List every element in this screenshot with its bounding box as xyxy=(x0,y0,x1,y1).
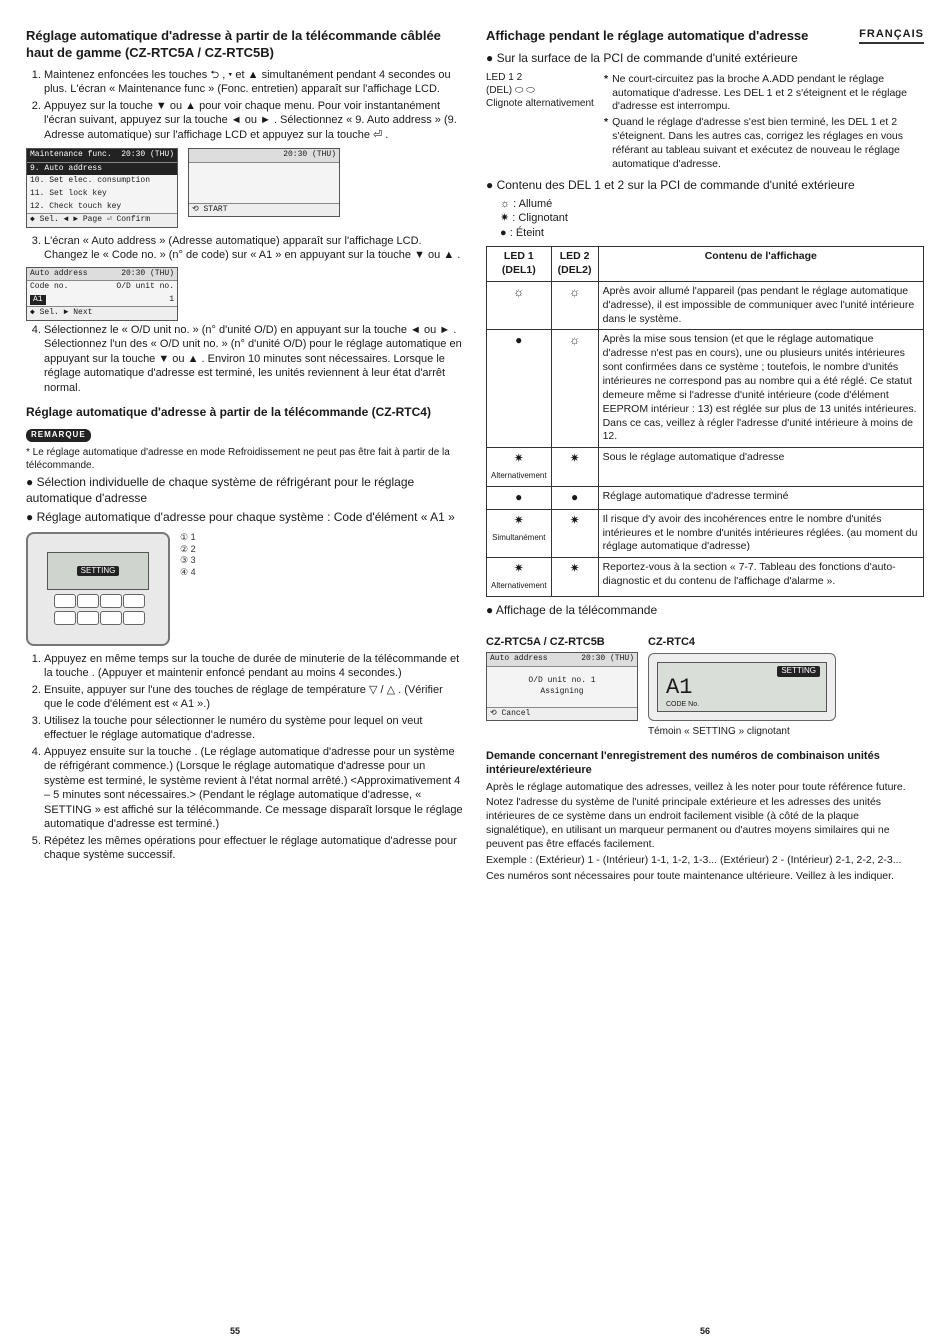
bullet-item-code: ● Réglage automatique d'adresse pour chaque système : Code d'élément « A1 » xyxy=(26,510,464,526)
rtc4-step: 1. Appuyez en même temps sur la touche de durée de minuterie de la télécommande et la touche . (Appuyer et maintenir enfoncé pendant au moins 4 secondes.) xyxy=(44,652,464,681)
table-row xyxy=(487,448,924,487)
content-cell: Réglage automatique d'adresse terminé xyxy=(598,486,923,509)
left-title: Réglage automatique d'adresse à partir de la télécommande câblée haut de gamme (CZ-RTC5A / CZ-RTC5B) xyxy=(26,28,441,60)
bullet-individual-selection: ● Sélection individuelle de chaque système de réfrigérant pour le réglage automatique d'adresse xyxy=(26,475,464,507)
row-note: Alternativement xyxy=(491,581,547,591)
led1-cell: ✷ Alternativement xyxy=(487,558,552,597)
rtc5-steps-cont2 xyxy=(26,323,464,396)
content-cell: Reportez-vous à la section « 7-7. Tableau des fonctions d'auto-diagnostic et du contenu de l'affichage d'alarme ». xyxy=(598,558,923,597)
lcd-footer: ⟲ START xyxy=(189,203,339,217)
callout-4: 4 xyxy=(190,567,196,578)
led1-cell: ● xyxy=(487,486,552,509)
lcd-auto-address-screen xyxy=(26,267,178,321)
led-legend xyxy=(500,197,924,241)
remote-button xyxy=(100,611,122,625)
legend-item: ● : Éteint xyxy=(500,226,544,239)
rtc4-step: 4. Appuyez ensuite sur la touche . (Le réglage automatique d'adresse pour un système de réfrigérant commence.) (Lorsque le réglage automatique d'adresse pour un système est terminé, le système revient à l'état normal arrêté.) <Approximativement 4 – 5 minutes sont nécessaires.> (Pendant le réglage automatique d'adresse, « SETTING » est affiché sur la télécommande. Ce message disparaît lorsque le réglage automatique d'adresse est terminé.) xyxy=(44,745,464,832)
table-header: Contenu de l'affichage xyxy=(598,247,923,282)
lcd-footer: ⟲ Cancel xyxy=(487,707,637,721)
rtc4-code-display: A1 xyxy=(666,675,693,701)
rtc4-step: 3. Utilisez la touche pour sélectionner le numéro du système pour lequel on veut effectuer le réglage automatique d'adresse. xyxy=(44,714,464,743)
led-status-table xyxy=(486,246,924,597)
remarque-text: * Le réglage automatique d'adresse en mode Refroidissement ne peut pas être fait à partir de la télécommande. xyxy=(26,446,450,471)
remote-button xyxy=(54,594,76,608)
lcd-time: 20:30 (THU) xyxy=(121,150,174,160)
rtc5-label: CZ-RTC5A / CZ-RTC5B xyxy=(486,635,605,648)
table-row xyxy=(487,558,924,597)
left-page xyxy=(26,28,464,1278)
right-page: Affichage pendant le réglage automatique d'adresse ● Sur la surface de la PCI de commande d'unité extérieure LED 1 2 (DEL) ⬭ ⬭ Clignote alternativement * Ne court-circuitez pas la broche A.ADD pendant le réglage automatique d'adresse. Les DEL 1 et 2 s'éteignent et le réglage d'adresse est interrompu. * Quand le réglage d'adresse s'est bien terminé, les DEL 1 et 2 s'éteignent. Dans les autres cas, corrigez les réglages en vous référant au tableau suivant et exécutez de nouveau le réglage automatique d'adresse. ● Contenu des DEL 1 et 2 sur la PCI de commande d'unité extérieure ☼ : Allumé ✷ : Clignotant ● : Éteint LED 1 (DEL1) LED 2 (DEL2) Contenu de l'affichage ☼ ☼ Après avoir allumé l'appareil (pas pendant le réglage automatique d'adresse), il est impossible de communiquer avec l'unité intérieure dans le système. ● ☼ Après la mise sous tension (et que le réglage automatique d'adresse n'est pas en cours), une ou plusieurs unités intérieures sont confirmées dans ce système ; toutefois, le nombre d'unités intérieures ne correspond pas au nombre qui a été réglé. Ce statut demeure même si l'adresse d'unité intérieure (code d'élément EEPROM intérieur : 13) est réglée sur plus de 13 unités intérieures. Dans ce cas, veillez à régler l'adresse d'unité intérieure à moins de 12. ✷ Alternativement ✷ Sous le réglage automatique d'adresse ● ● Réglage automatique d'adresse terminé ✷ Simultanément ✷ Il risque d'y avoir des incohérences entre le nombre d'unités intérieures et le nombre d'unités intérieures réglées. (au moment du réglage automatique d'adresse) ✷ Alternativement ✷ Reportez-vous à la section « 7-7. Tableau des fonctions d'auto-diagnostic et du contenu de l'affichage d'alarme ». ● Affichage de la télécommande CZ-RTC5A / CZ-RTC5B Auto address 20:30 (THU) O/D unit no. 1 Assigning ⟲ Cancel CZ-RTC4 A1 CODE No. SETTING Témoin « SETTING » clignotant Demande concernant l'enregistrement des numéros de combinaison unités intérieure/extérieure Après le réglage automatique des adresses, veillez à les noter pour toute référence future. Notez l'adresse du système de l'unité principale extérieure et les adresses des unités intérieures de ce système dans un endroit facilement visible (à côté de la plaque signalétique), en utilisant un marqueur permanent ou d'autres moyens similaires qui ne peuvent pas être effacés facilement. Exemple : (Extérieur) 1 - (Intérieur) 1-1, 1-2, 1-3... (Extérieur) 2 - (Intérieur) 2-1, 2-2, 2-3... Ces numéros sont nécessaires pour toute maintenance ultérieure. Veillez à les indiquer. xyxy=(486,28,924,1278)
demande-paragraph: Ces numéros sont nécessaires pour toute maintenance ultérieure. Veillez à les indiquer. xyxy=(486,869,894,882)
table-row xyxy=(487,509,924,558)
remote-button xyxy=(54,611,76,625)
led1-cell: ✷ Alternativement xyxy=(487,448,552,487)
setting-indicator: SETTING xyxy=(777,666,820,677)
row-note: Alternativement xyxy=(491,471,547,481)
warning-text: Ne court-circuitez pas la broche A.ADD pendant le réglage automatique d'adresse. Les DEL 1 et 2 s'éteignent et le réglage d'adresse est interrompu. xyxy=(612,72,907,113)
table-header: LED 2 (DEL2) xyxy=(551,247,598,282)
remote-button xyxy=(77,594,99,608)
led2-cell: ☼ xyxy=(551,330,598,448)
rtc5-step: 1. Maintenez enfoncées les touches ⮌ , ▾ et ▲ simultanément pendant 4 secondes ou plus. L'écran « Maintenance func » (Fonc. entretien) apparaît sur l'affichage LCD. xyxy=(44,68,464,97)
led1-cell: ☼ xyxy=(487,281,552,330)
callout-2: 2 xyxy=(190,543,196,554)
demande-paragraph: Notez l'adresse du système de l'unité principale extérieure et les adresses des unités intérieures de ce système dans un endroit facilement visible (à côté de la plaque signalétique), en utilisant un marqueur permanent ou d'autres moyens similaires qui ne peuvent pas être effacés facilement. xyxy=(486,796,890,850)
lcd-unit-label: O/D unit no. xyxy=(116,282,174,292)
del-label: (DEL) xyxy=(486,84,513,96)
lcd-unit-value: 1 xyxy=(169,294,174,304)
led-label: LED xyxy=(486,71,506,83)
bullet-remote-display: ● Affichage de la télécommande xyxy=(486,603,924,619)
rtc4-step: 2. Ensuite, appuyer sur l'une des touches de réglage de température ▽ / △ . (Vérifier que le code d'élément est « A1 ».) xyxy=(44,683,464,712)
led2-cell: ✷ xyxy=(551,448,598,487)
rtc5-step: 3. L'écran « Auto address » (Adresse automatique) apparaît sur l'affichage LCD. Changez le « Code no. » (n° de code) sur « A1 » en appuyant sur la touche ▼ ou ▲ . xyxy=(44,234,464,263)
demande-paragraph: Exemple : (Extérieur) 1 - (Intérieur) 1-1, 1-2, 1-3... (Extérieur) 2 - (Intérieur) 2-1, 2-2, 2-3... xyxy=(486,853,902,866)
rtc4-code-label: CODE No. xyxy=(666,701,700,709)
led2-cell: ● xyxy=(551,486,598,509)
rtc4-steps xyxy=(26,652,464,863)
remote-button xyxy=(77,611,99,625)
content-cell: Il risque d'y avoir des incohérences entre le nombre d'unités intérieures et le nombre d'unités intérieures réglées. (au moment du réglage automatique d'adresse) xyxy=(598,509,923,558)
lcd-line: Assigning xyxy=(540,686,584,696)
lcd-code-label: Code no. xyxy=(30,282,69,292)
language-tab: FRANÇAIS xyxy=(859,28,924,44)
led-number-1: 1 xyxy=(508,71,514,83)
rtc4-section-title: Réglage automatique d'adresse à partir de la télécommande (CZ-RTC4) xyxy=(26,405,431,420)
lcd-title: Auto address xyxy=(490,654,548,664)
setting-indicator: SETTING xyxy=(77,566,120,577)
lcd-footer: ◆ Sel. ◄ ► Page ⏎ Confirm xyxy=(27,213,177,227)
warning-text: Quand le réglage d'adresse s'est bien terminé, les DEL 1 et 2 s'éteignent. Dans les autres cas, corrigez les réglages en vous référant au tableau suivant et exécutez de nouveau le réglage automatique d'adresse. xyxy=(612,116,904,170)
rtc4-remote-illustration xyxy=(26,532,170,646)
callout-1: 1 xyxy=(190,531,196,542)
led-diagram: LED 1 2 (DEL) ⬭ ⬭ Clignote alternativement xyxy=(486,71,596,174)
bullet-pcb-surface: ● Sur la surface de la PCI de commande d'unité extérieure xyxy=(486,51,924,67)
page-number-right: 56 xyxy=(700,1326,711,1336)
rtc5-step: 2. Appuyez sur la touche ▼ ou ▲ pour voir chaque menu. Pour voir instantanément l'écran suivant, appuyez sur la touche ◄ ou ► . Sélectionnez « 9. Auto address » (9. Adresse automatique) sur l'affichage LCD et appuyez sur la touche ⏎ . xyxy=(44,99,464,143)
content-cell: Après avoir allumé l'appareil (pas pendant le réglage automatique d'adresse), il est impossible de communiquer avec l'unité intérieure dans le système. xyxy=(598,281,923,330)
led1-cell: ● xyxy=(487,330,552,448)
led2-cell: ✷ xyxy=(551,558,598,597)
demande-paragraph: Après le réglage automatique des adresses, veillez à les noter pour toute référence future. xyxy=(486,780,906,793)
table-row xyxy=(487,486,924,509)
page-number-left: 55 xyxy=(230,1326,241,1336)
rtc5-steps xyxy=(26,68,464,143)
lcd-line: O/D unit no. 1 xyxy=(528,676,596,686)
remote-button xyxy=(100,594,122,608)
lcd-footer: ◆ Sel. ► Next xyxy=(27,306,177,320)
registration-request xyxy=(486,749,924,884)
rtc4-step: 5. Répétez les mêmes opérations pour effectuer le réglage automatique d'adresse pour chaque système successif. xyxy=(44,834,464,863)
lcd-start-screen xyxy=(188,148,340,217)
table-header: LED 1 (DEL1) xyxy=(487,247,552,282)
bullet-led-content: ● Contenu des DEL 1 et 2 sur la PCI de commande d'unité extérieure xyxy=(486,178,924,194)
demande-title: Demande concernant l'enregistrement des numéros de combinaison unités intérieure/extérieure xyxy=(486,749,880,777)
led1-cell: ✷ Simultanément xyxy=(487,509,552,558)
content-cell: Après la mise sous tension (et que le réglage automatique d'adresse n'est pas en cours), une ou plusieurs unités intérieures sont confirmées dans ce système ; toutefois, le nombre d'unités intérieures ne correspond pas au nombre qui a été réglé. Ce statut demeure même si l'adresse d'unité intérieure (code d'élément EEPROM intérieur : 13) est réglée sur plus de 13 unités intérieures. Dans ce cas, veillez à régler l'adresse d'unité intérieure à moins de 12. xyxy=(598,330,923,448)
led2-cell: ✷ xyxy=(551,509,598,558)
callout-numbers: ① 1 ② 2 ③ 3 ④ 4 xyxy=(180,531,196,578)
lcd-title: Auto address xyxy=(30,268,88,278)
table-row xyxy=(487,281,924,330)
lcd-time: 20:30 (THU) xyxy=(581,654,634,664)
lcd-menu-row: 12. Check touch key xyxy=(30,201,122,211)
remote-button xyxy=(123,611,145,625)
led2-cell: ☼ xyxy=(551,281,598,330)
rtc5-step: 4. Sélectionnez le « O/D unit no. » (n° d'unité O/D) en appuyant sur la touche ◄ ou ► . Sélectionnez l'un des « O/D unit no. » (n° d'unité O/D) pour le réglage automatique en appuyant sur la touche ▼ ou ▲ . Environ 10 minutes sont nécessaires. Lorsque le réglage automatique d'adresse est terminé, les unités reviennent à leur état d'arrêt normal. xyxy=(44,323,464,396)
rtc4-label: CZ-RTC4 xyxy=(648,635,696,648)
content-cell: Sous le réglage automatique d'adresse xyxy=(598,448,923,487)
callout-3: 3 xyxy=(190,555,196,566)
lcd-code-value: A1 xyxy=(30,295,46,306)
rtc4-display xyxy=(648,653,836,721)
lcd-menu-row: 10. Set elec. consumption xyxy=(30,176,151,186)
lcd-time: 20:30 (THU) xyxy=(283,150,336,160)
lcd-assigning-screen xyxy=(486,652,638,721)
row-note: Simultanément xyxy=(492,532,546,542)
remarque-badge: REMARQUE xyxy=(26,429,91,442)
rtc5-steps-cont xyxy=(26,234,464,263)
lcd-menu-row: 11. Set lock key xyxy=(30,189,107,198)
lcd-maintenance-screen xyxy=(26,148,178,227)
led-number-2: 2 xyxy=(516,71,523,83)
temoin-label: Témoin « SETTING » clignotant xyxy=(648,726,790,738)
legend-item: ✷ : Clignotant xyxy=(500,212,568,225)
legend-item: ☼ : Allumé xyxy=(500,197,553,210)
remote-button xyxy=(123,594,145,608)
right-title: Affichage pendant le réglage automatique d'adresse xyxy=(486,28,809,43)
rtc4-screen xyxy=(47,552,149,590)
lcd-title: Maintenance func. xyxy=(30,150,112,160)
lcd-time: 20:30 (THU) xyxy=(121,268,174,278)
lcd-menu-row: 9. Auto address xyxy=(27,163,177,176)
table-row xyxy=(487,330,924,448)
clignote-label: Clignote alternativement xyxy=(486,98,594,110)
